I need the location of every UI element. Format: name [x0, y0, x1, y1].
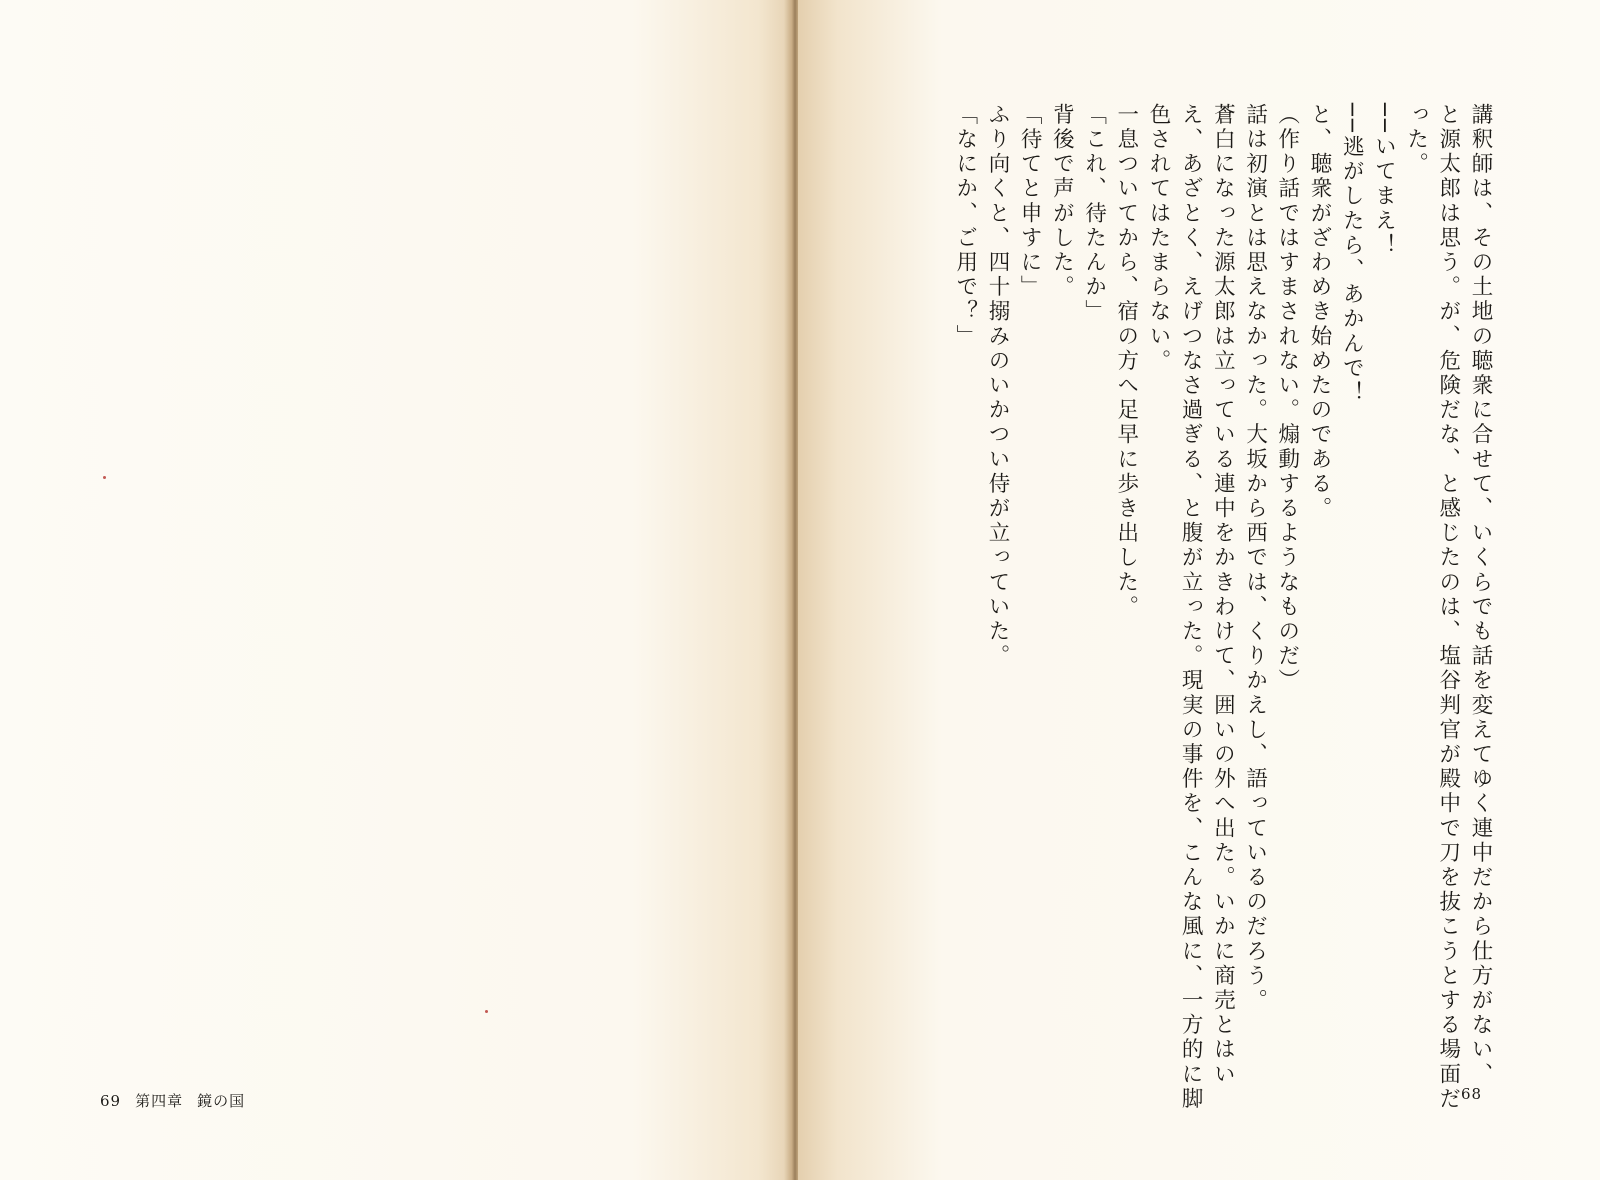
ink-speck — [103, 476, 106, 479]
text-line: 講釈師は、その土地の聴衆に合せて、いくらでも話を変えてゆく連中だから仕方がない、 — [1468, 103, 1493, 1087]
text-line: 色されてはたまらない。 — [1145, 103, 1171, 374]
text-line: 一息ついてから、宿の方へ足早に歩き出した。 — [1113, 103, 1139, 620]
text-line: と源太郎は思う。が、危険だな、と感じたのは、塩谷判官が殿中で刀を抜こうとする場面だ — [1435, 103, 1461, 1112]
text-line: ──いてまえ！ — [1371, 103, 1397, 259]
text-line: 「これ、待たんか」 — [1081, 103, 1107, 325]
text-line: と、聴衆がざわめき始めたのである。 — [1306, 103, 1332, 522]
chapter-title: 鏡の国 — [197, 1092, 246, 1110]
page-number: 68 — [1461, 1085, 1483, 1103]
text-line: 「待てと申すに」 — [1017, 103, 1043, 300]
text-line: 蒼白になった源太郎は立っている連中をかきわけて、囲いの外へ出た。いかに商売とはい — [1210, 103, 1236, 1087]
text-line: った。 — [1403, 103, 1429, 177]
text-line: ──逃がしたら、あかんで！ — [1339, 103, 1365, 406]
text-line: ふり向くと、四十搦みのいかつい侍が立っていた。 — [984, 103, 1010, 669]
text-line: 「なにか、ご用で？」 — [952, 103, 978, 349]
left-page-footer — [100, 1090, 245, 1111]
chapter-label: 第四章 — [135, 1092, 184, 1110]
text-line: （作り話ではすまされない。煽動するようなものだ） — [1274, 103, 1300, 694]
text-line: 話は初演とは思えなかった。大坂から西では、くりかえし、語っているのだろう。 — [1242, 103, 1268, 1014]
page-number: 69 — [100, 1092, 122, 1110]
ink-speck — [485, 1010, 488, 1013]
left-page — [0, 0, 790, 1180]
text-line: 背後で声がした。 — [1049, 103, 1075, 300]
text-line: え、あざとく、えげつなさ過ぎる、と腹が立った。現実の事件を、こんな風に、一方的に脚 — [1178, 103, 1204, 1112]
